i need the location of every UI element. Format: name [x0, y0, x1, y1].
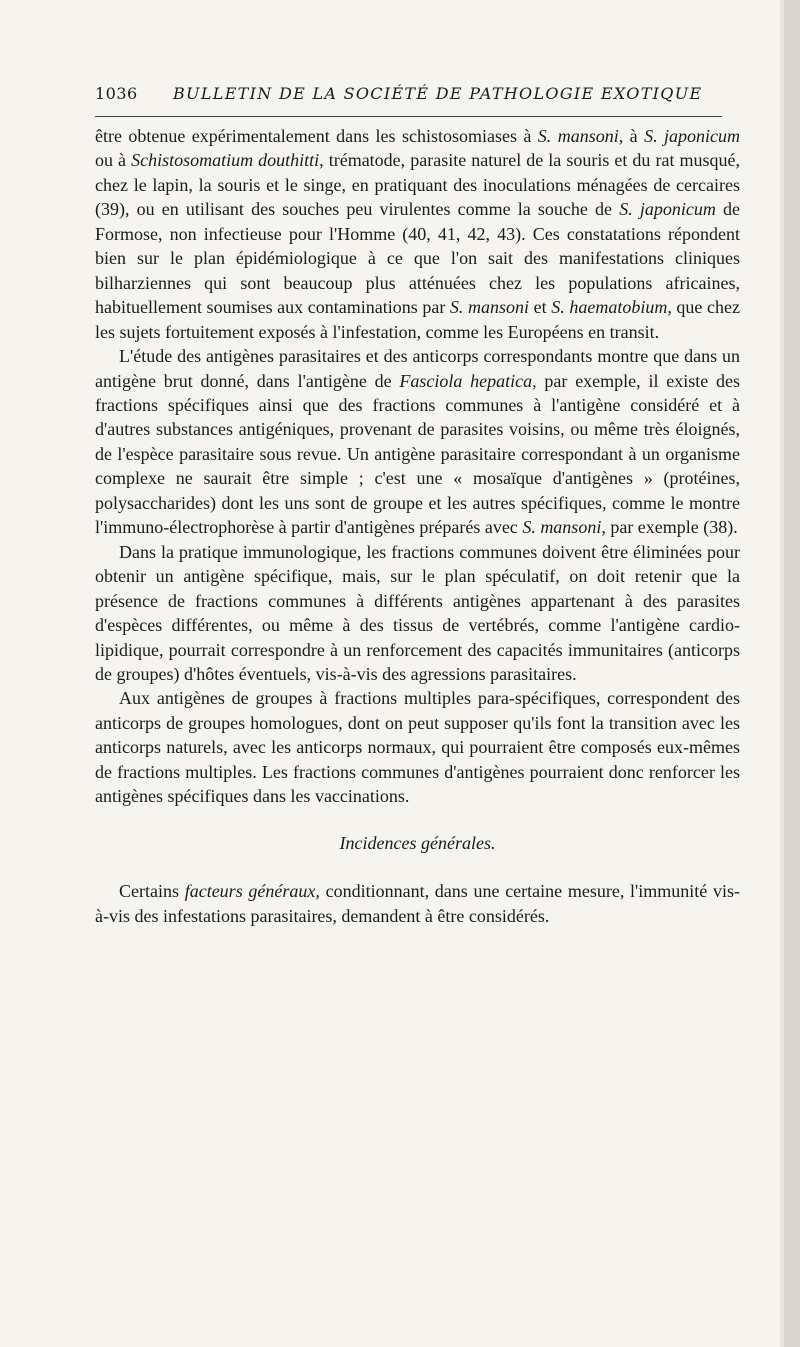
italic-term: S. japonicum	[619, 199, 716, 220]
paragraph	[95, 124, 740, 344]
italic-term: S. mansoni	[449, 297, 530, 318]
text-run: à	[623, 126, 645, 146]
text-run: Aux antigènes de groupes à fractions multiples para-spécifiques, correspondent des anticorps de groupes homologues, dont on peut supposer qu'ils font la transition avec les anticorps naturels, avec les anticorps normaux, qui pourraient être composés eux-mêmes de fractions multiples. Les fractions communes d'antigènes pourraient donc renforcer les antigènes spécifiques dans les vaccinations.	[95, 688, 740, 807]
text-run: conditionnant, dans une certaine mesure, l'immunité vis-à-vis des infestations parasitaires, demandent à être considérés.	[95, 881, 740, 926]
text-run: et	[529, 297, 552, 318]
section-heading: Incidences générales.	[339, 832, 496, 853]
header-rule	[95, 116, 722, 117]
page-edge	[784, 0, 800, 1347]
text-run: par exemple, il existe des fractions spécifiques ainsi que des fractions communes à l'antigène considéré et à d'autres substances antigéniques, provenant de parasites voisins, ou même très éloignés, de l'espèce parasitaire sous revue. Un antigène parasitaire correspondant à un organisme complexe ne saurait être simple ; c'est une « mosaïque d'antigènes » (protéines, polysaccharides) dont les uns sont de groupe et les autres spécifiques, comme le montre l'immuno-électrophorèse à partir d'antigènes préparés avec	[95, 370, 741, 538]
italic-term: S. haematobium,	[551, 297, 672, 318]
text-run: trématode, parasite naturel de la souris et du rat musqué, chez le lapin, la souris et le singe, en pratiquant des inoculations ménagées de cercaires (39), ou en utilisant des souches peu virulentes comme la souche de	[95, 150, 740, 220]
italic-term: Fasciola hepatica,	[399, 370, 537, 391]
text-run: Certains	[119, 881, 185, 902]
paragraph	[95, 686, 740, 808]
italic-term: S. japonicum	[644, 126, 740, 146]
text-run: Dans la pratique immunologique, les fractions communes doivent être éliminées pour obtenir un antigène spécifique, mais, sur le plan spéculatif, on doit retenir que la présence de fractions communes à différents antigènes appartenant à des parasites d'espèces différentes, ou même à des tissus de vertébrés, comme l'antigène cardio-lipidique, pourrait correspondre à un renforcement des capacités immunitaires (anticorps de groupes) d'hôtes éventuels, vis-à-vis des agressions parasitaires.	[95, 541, 740, 684]
page-number: 1036	[95, 84, 138, 103]
text-run: de Formose, non infectieuse pour l'Homme (40, 41, 42, 43). Ces constatations répondent bien sur le plan épidémiologique à ce que l'on sait des manifestations cliniques bilharziennes qui sont beaucoup plus atténuées chez les populations africaines, habituellement soumises aux contaminations par	[95, 199, 741, 318]
text-run: par exemple (38).	[605, 517, 738, 538]
paragraph	[95, 879, 740, 928]
body-text	[95, 124, 740, 928]
text-run: que chez les sujets fortuitement exposés à l'infestation, comme les Européens en transit.	[95, 297, 740, 342]
italic-term: S. mansoni,	[522, 517, 606, 538]
italic-term: S. mansoni,	[537, 126, 624, 146]
paragraph	[95, 344, 740, 540]
running-header	[95, 84, 722, 110]
text-run: être obtenue expérimentalement dans les schistosomiases à	[95, 126, 538, 146]
running-title: BULLETIN DE LA SOCIÉTÉ DE PATHOLOGIE EXOTIQUE	[173, 84, 703, 103]
paragraph	[95, 540, 740, 687]
italic-term: facteurs généraux,	[184, 881, 320, 902]
text-run: L'étude des antigènes parasitaires et des anticorps correspondants montre que dans un antigène brut donné, dans l'antigène de	[95, 346, 740, 391]
text-run: ou à	[95, 150, 132, 171]
italic-term: Schistosomatium douthitti,	[131, 150, 324, 171]
